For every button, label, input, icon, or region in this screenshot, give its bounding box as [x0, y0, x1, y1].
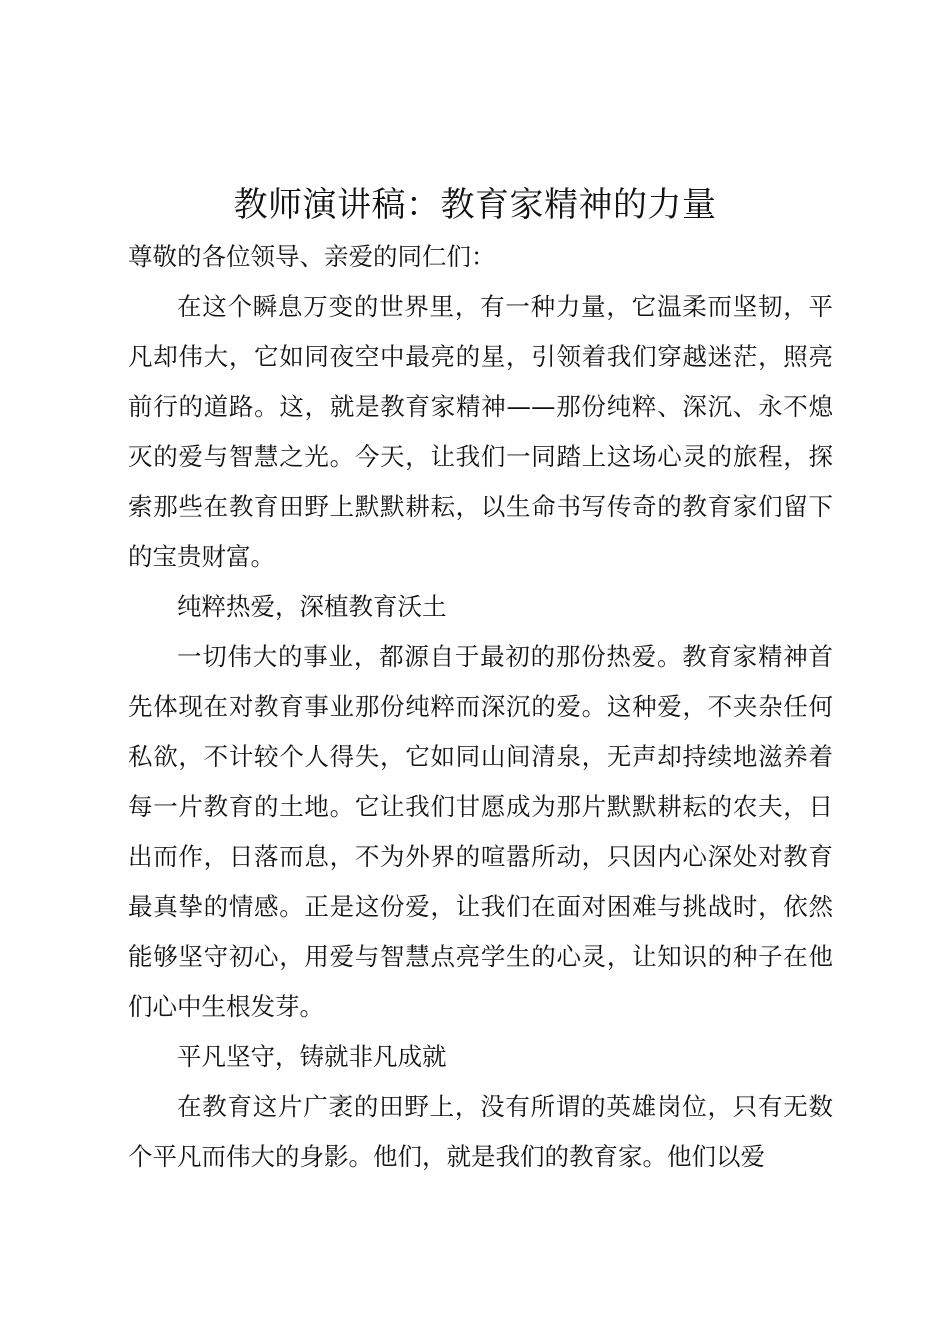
paragraph-love: 一切伟大的事业，都源自于最初的那份热爱。教育家精神首先体现在对教育事业那份纯粹而深沉的爱。这种爱，不夹杂任何私欲，不计较个人得失，它如同山间清泉，无声却持续地滋养着每一片教育的土地。它让我们甘愿成为那片默默耕耘的农夫，日出而作，日落而息，不为外界的喧嚣所动，只因内心深处对教育最真挚的情感。正是这份爱，让我们在面对困难与挑战时，依然能够坚守初心，用爱与智慧点亮学生的心灵，让知识的种子在他们心中生根发芽。 [128, 642, 833, 1021]
document-body [128, 232, 833, 1182]
section-heading-persistence: 平凡坚守，铸就非凡成就 [177, 1042, 447, 1071]
section-heading-love: 纯粹热爱，深植教育沃土 [177, 592, 447, 621]
paragraph-persistence: 在教育这片广袤的田野上，没有所谓的英雄岗位，只有无数个平凡而伟大的身影。他们，就是我们的教育家。他们以爱 [128, 1092, 833, 1171]
salutation: 尊敬的各位领导、亲爱的同仁们： [128, 242, 496, 271]
document-title: 教师演讲稿：教育家精神的力量 [233, 185, 717, 225]
paragraph-intro: 在这个瞬息万变的世界里，有一种力量，它温柔而坚韧，平凡却伟大，它如同夜空中最亮的星，引领着我们穿越迷茫，照亮前行的道路。这，就是教育家精神——那份纯粹、深沉、永不熄灭的爱与智慧之光。今天，让我们一同踏上这场心灵的旅程，探索那些在教育田野上默默耕耘，以生命书写传奇的教育家们留下的宝贵财富。 [128, 292, 833, 571]
